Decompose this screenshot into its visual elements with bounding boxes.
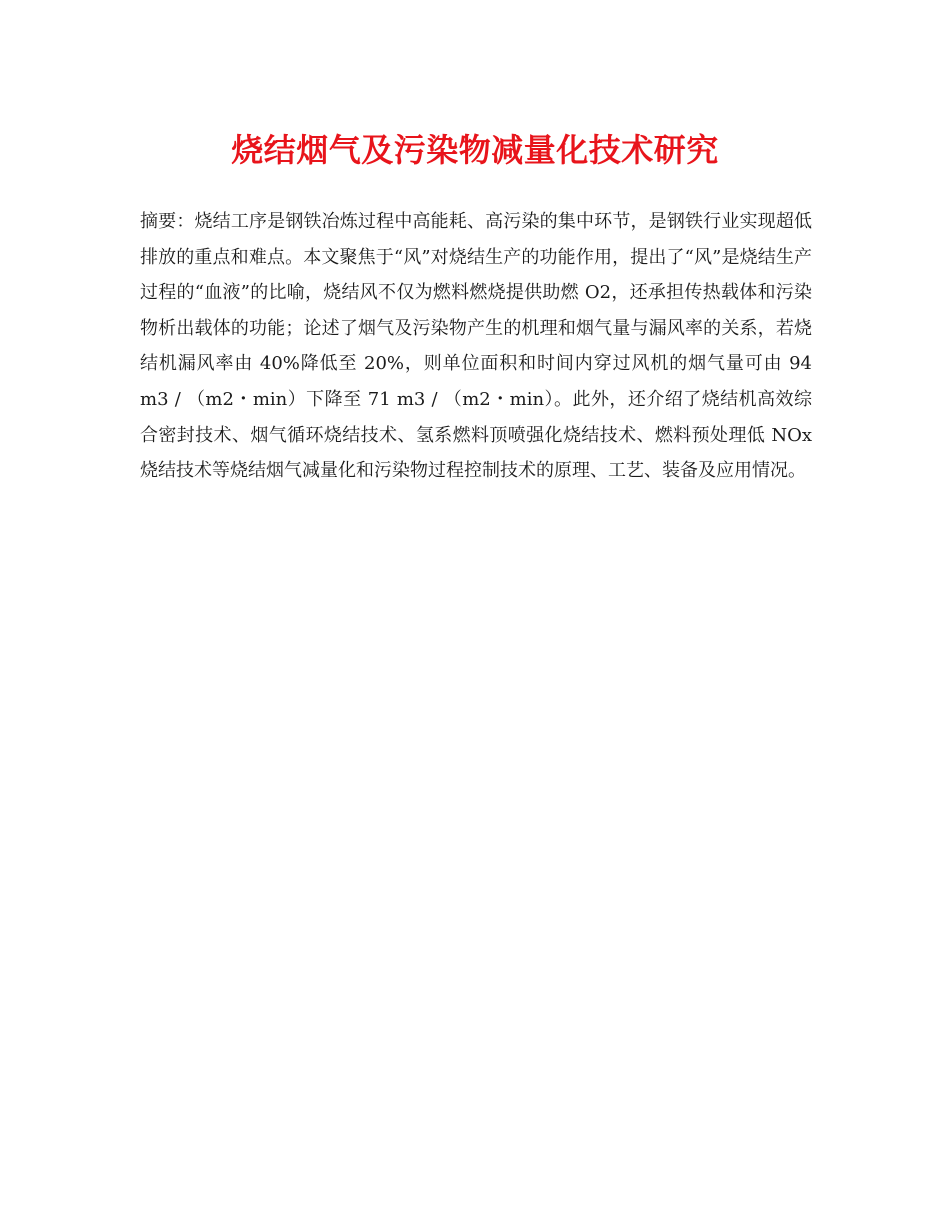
abstract-paragraph: 摘要：烧结工序是钢铁冶炼过程中高能耗、高污染的集中环节，是钢铁行业实现超低排放的重点和难点。本文聚焦于“风”对烧结生产的功能作用，提出了“风”是烧结生产过程的“血液”的比喻，烧结风不仅为燃料燃烧提供助燃 O2，还承担传热载体和污染物析出载体的功能；论述了烟气及污染物产生的机理和烟气量与漏风率的关系，若烧结机漏风率由 40%降低至 20%，则单位面积和时间内穿过风机的烟气量可由 94 m3 / （m2・min）下降至 71 m3 / （m2・min）。此外，还介绍了烧结机高效综合密封技术、烟气循环烧结技术、氢系燃料顶喷强化烧结技术、燃料预处理低 NOx 烧结技术等烧结烟气减量化和污染物过程控制技术的原理、工艺、装备及应用情况。 xyxy=(140,211,812,482)
document-title: 烧结烟气及污染物减量化技术研究 xyxy=(231,131,719,169)
